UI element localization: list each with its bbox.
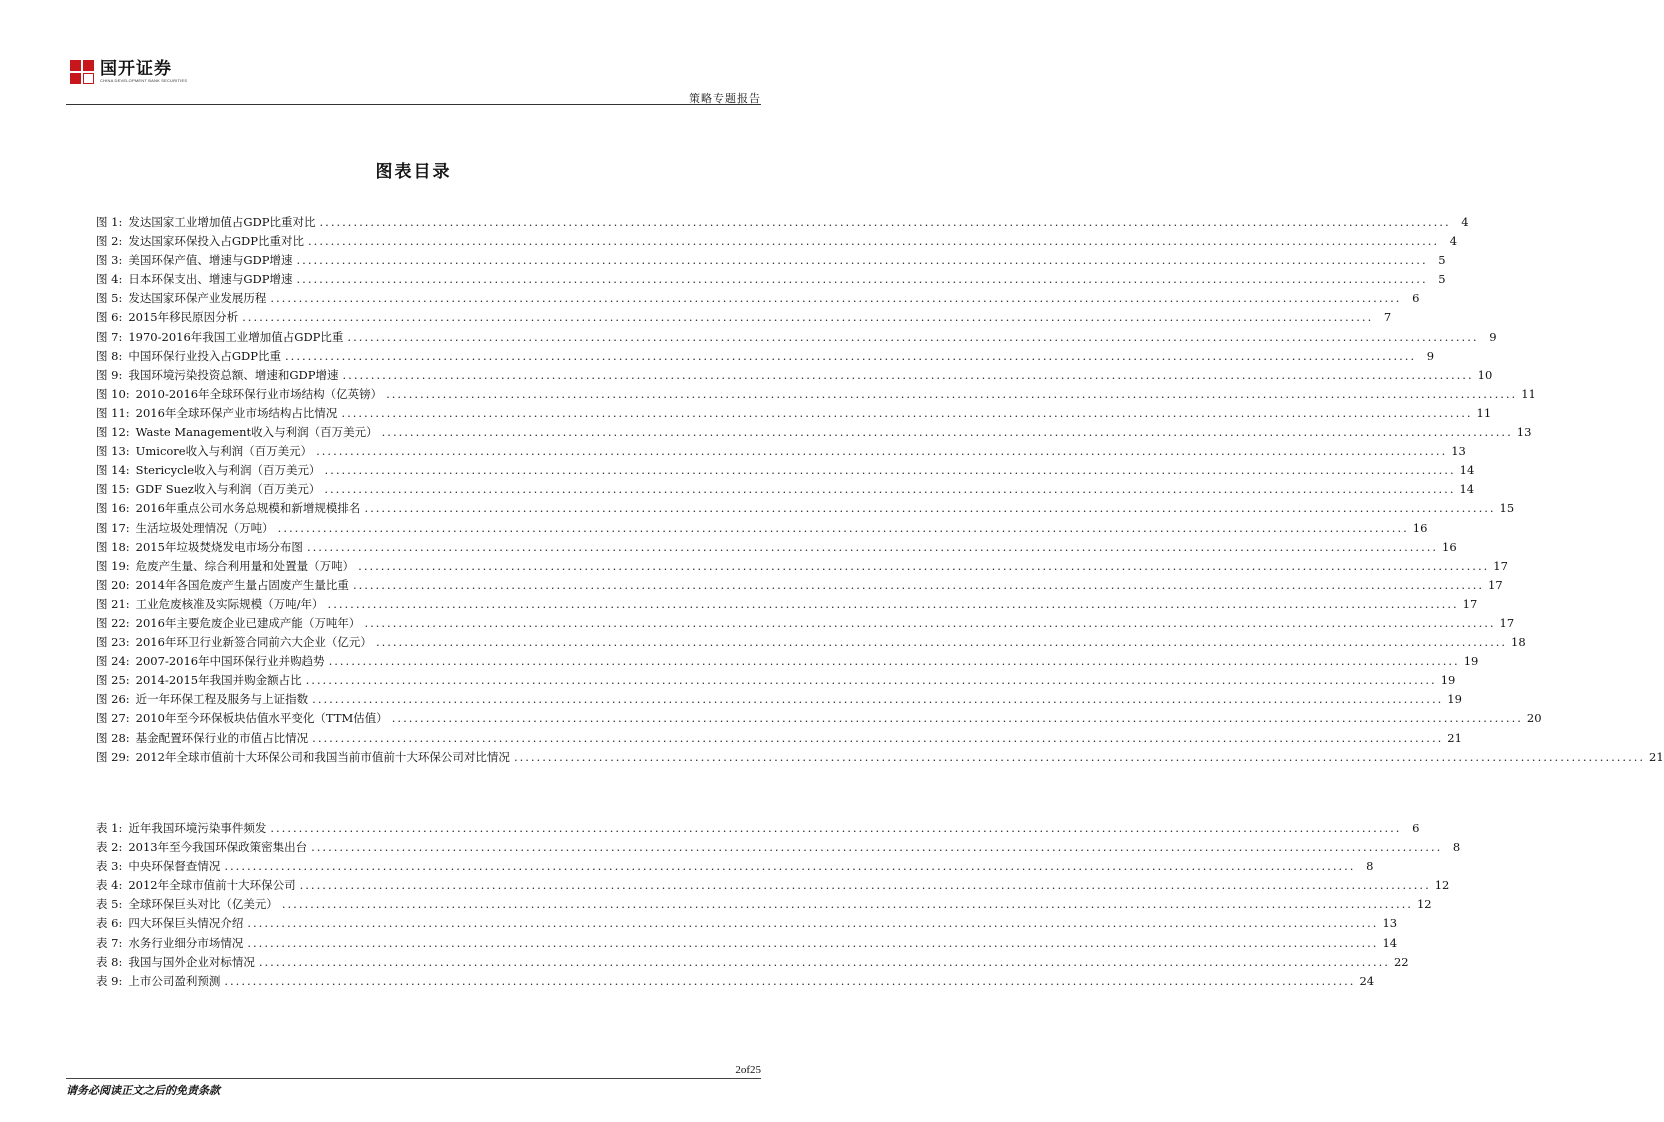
dot-leader: [386, 387, 1517, 401]
table-page-number: 6: [1412, 821, 1420, 835]
dot-leader: [364, 616, 1495, 630]
dot-leader: [306, 673, 1437, 687]
figure-list: [96, 214, 1664, 768]
figure-title: 基金配置环保行业的市值占比情况: [135, 730, 309, 745]
figure-label: 图 13:: [96, 444, 130, 459]
figure-entry[interactable]: [96, 520, 1428, 539]
figure-title: 2016年主要危废企业已建成产能（万吨年）: [135, 615, 361, 630]
figure-label: 图 9:: [96, 367, 123, 382]
dot-leader: [347, 330, 1478, 344]
dot-leader: [382, 425, 1513, 439]
figure-page-number: 16: [1412, 520, 1428, 535]
figure-entry[interactable]: [96, 309, 1392, 328]
figure-page-number: 15: [1499, 501, 1515, 516]
figure-page-number: 4: [1449, 234, 1458, 249]
figure-title: 中国环保行业投入占GDP比重: [128, 348, 282, 363]
figure-label: 图 3:: [96, 253, 123, 268]
figure-title: 2016年全球环保产业市场结构占比情况: [135, 405, 338, 420]
figure-title: 生活垃圾处理情况（万吨）: [135, 520, 274, 535]
figure-title: 2007-2016年中国环保行业并购趋势: [135, 654, 325, 669]
figure-entry[interactable]: [96, 214, 1469, 233]
table-page-number: 12: [1416, 897, 1432, 912]
figure-entry[interactable]: [96, 558, 1508, 577]
table-label: 表 1:: [96, 821, 123, 835]
table-title: 近年我国环境污染事件频发: [128, 821, 267, 835]
figure-page-number: 5: [1438, 272, 1446, 287]
figure-label: 图 5:: [96, 291, 123, 306]
figure-title: 2010年至今环保板块估值水平变化（TTM估值）: [135, 711, 388, 726]
figure-entry[interactable]: [96, 443, 1466, 462]
table-title: 2013年至今我国环保政策密集出台: [128, 840, 308, 855]
dot-leader: [242, 310, 1373, 324]
dot-leader: [341, 406, 1472, 420]
figure-entry[interactable]: [96, 462, 1475, 481]
figure-page-number: 17: [1488, 577, 1503, 592]
dot-leader: [364, 501, 1495, 515]
figure-title: 2014-2015年我国并购金额占比: [135, 673, 302, 688]
figure-title: 美国环保产值、增速与GDP增速: [128, 253, 293, 268]
dot-leader: [324, 482, 1455, 496]
table-entry[interactable]: [96, 896, 1432, 915]
table-title: 四大环保巨头情况介绍: [128, 916, 244, 931]
figure-entry[interactable]: [96, 749, 1664, 768]
footer-divider: [66, 1078, 761, 1079]
dot-leader: [514, 750, 1645, 764]
figure-entry[interactable]: [96, 329, 1497, 348]
figure-page-number: 13: [1516, 425, 1532, 440]
figure-entry[interactable]: [96, 539, 1457, 558]
figure-label: 图 27:: [96, 711, 130, 726]
dot-leader: [224, 859, 1355, 873]
figure-page-number: 13: [1451, 444, 1466, 459]
figure-entry[interactable]: [96, 577, 1503, 596]
figure-page-number: 11: [1476, 405, 1492, 420]
figure-entry[interactable]: [96, 596, 1478, 615]
table-label: 表 2:: [96, 840, 123, 855]
table-entry[interactable]: [96, 858, 1374, 877]
figure-label: 图 22:: [96, 615, 130, 630]
company-logo: [70, 60, 187, 86]
figure-label: 图 20:: [96, 577, 130, 592]
dot-leader: [270, 821, 1401, 835]
figure-label: 图 6:: [96, 310, 123, 325]
table-entry[interactable]: [96, 935, 1398, 954]
brand-name-en: CHINA DEVELOPMENT BANK SECURITIES: [100, 78, 188, 83]
dot-leader: [376, 635, 1507, 649]
dot-leader: [297, 272, 1428, 286]
figure-title: 2016年环卫行业新签合同前六大企业（亿元）: [135, 635, 372, 650]
figure-entry[interactable]: [96, 348, 1435, 367]
figure-label: 图 12:: [96, 425, 130, 440]
dot-leader: [282, 897, 1413, 911]
table-title: 中央环保督查情况: [128, 859, 221, 874]
figure-page-number: 18: [1511, 635, 1526, 650]
table-title: 上市公司盈利预测: [128, 973, 221, 988]
dot-leader: [392, 711, 1523, 725]
dot-leader: [329, 654, 1460, 668]
figure-label: 图 24:: [96, 654, 130, 669]
table-list: [96, 820, 1461, 992]
figure-label: 图 19:: [96, 558, 130, 573]
figure-title: Umicore收入与利润（百万美元）: [135, 444, 313, 459]
figure-entry[interactable]: [96, 386, 1536, 405]
figure-page-number: 17: [1462, 596, 1478, 611]
figure-label: 图 8:: [96, 348, 123, 363]
figure-page-number: 6: [1412, 291, 1420, 306]
figure-label: 图 4:: [96, 272, 123, 287]
figure-title: 日本环保支出、增速与GDP增速: [128, 272, 293, 287]
figure-title: 危废产生量、综合利用量和处置量（万吨）: [135, 558, 355, 573]
dot-leader: [285, 349, 1416, 363]
table-page-number: 8: [1452, 840, 1461, 855]
figure-label: 图 26:: [96, 692, 130, 707]
figure-title: 发达国家工业增加值占GDP比重对比: [128, 215, 316, 229]
dot-leader: [343, 368, 1474, 382]
dot-leader: [307, 540, 1438, 554]
dot-leader: [270, 291, 1401, 305]
table-page-number: 14: [1382, 935, 1398, 950]
figure-page-number: 4: [1461, 215, 1469, 229]
table-label: 表 5:: [96, 897, 123, 912]
figure-label: 图 14:: [96, 463, 130, 478]
dot-leader: [353, 578, 1484, 592]
figure-page-number: 19: [1447, 692, 1462, 707]
figure-label: 图 7:: [96, 329, 123, 344]
figure-label: 图 10:: [96, 386, 130, 401]
figure-title: 工业危废核准及实际规模（万吨/年）: [135, 596, 324, 611]
disclaimer-text: 请务必阅读正文之后的免责条款: [66, 1084, 220, 1097]
figure-title: 2014年各国危废产生量占固废产生量比重: [135, 577, 349, 592]
brand-name-cn: 国开证券: [100, 59, 172, 79]
figure-title: 1970-2016年我国工业增加值占GDP比重: [128, 329, 344, 344]
figure-page-number: 20: [1526, 711, 1542, 726]
table-label: 表 3:: [96, 859, 123, 874]
dot-leader: [278, 521, 1409, 535]
table-page-number: 13: [1382, 916, 1398, 931]
figure-title: Stericycle收入与利润（百万美元）: [135, 463, 321, 478]
table-label: 表 6:: [96, 916, 123, 931]
figure-entry[interactable]: [96, 653, 1479, 672]
table-label: 表 7:: [96, 935, 123, 950]
figure-page-number: 11: [1521, 386, 1536, 401]
figure-entry[interactable]: [96, 405, 1492, 424]
figure-entry[interactable]: [96, 481, 1475, 500]
table-label: 表 4:: [96, 878, 123, 893]
table-title: 我国与国外企业对标情况: [128, 954, 255, 969]
figure-entry[interactable]: [96, 233, 1458, 252]
figure-page-number: 17: [1499, 615, 1515, 630]
dot-leader: [312, 731, 1443, 745]
dot-leader: [247, 936, 1378, 950]
figure-label: 图 23:: [96, 635, 130, 650]
dot-leader: [312, 692, 1443, 706]
figure-page-number: 16: [1442, 539, 1457, 554]
dot-leader: [259, 955, 1390, 969]
figure-entry[interactable]: [96, 271, 1446, 290]
figure-entry[interactable]: [96, 367, 1493, 386]
figure-label: 图 2:: [96, 234, 123, 249]
figure-page-number: 10: [1477, 367, 1493, 382]
figure-title: 近一年环保工程及服务与上证指数: [135, 692, 309, 707]
figure-title: 我国环境污染投资总额、增速和GDP增速: [128, 367, 339, 382]
figure-title: 发达国家环保投入占GDP比重对比: [128, 234, 305, 249]
header-divider: [66, 104, 761, 105]
logo-text: [100, 60, 187, 83]
dot-leader: [320, 215, 1451, 229]
figure-page-number: 21: [1649, 749, 1664, 764]
figure-entry[interactable]: [96, 672, 1456, 691]
table-entry[interactable]: [96, 839, 1461, 858]
table-entry[interactable]: [96, 820, 1420, 839]
dot-leader: [297, 253, 1428, 267]
figure-page-number: 19: [1440, 673, 1456, 688]
figure-label: 图 1:: [96, 215, 123, 229]
dot-leader: [224, 974, 1355, 988]
table-title: 2012年全球市值前十大环保公司: [128, 878, 296, 893]
figure-entry[interactable]: [96, 691, 1462, 710]
dot-leader: [308, 234, 1439, 248]
figure-page-number: 19: [1463, 654, 1479, 669]
page-title: 图表目录: [375, 162, 452, 182]
logo-mark-icon: [70, 60, 94, 84]
table-page-number: 8: [1366, 859, 1374, 874]
figure-label: 图 16:: [96, 501, 130, 516]
figure-label: 图 28:: [96, 730, 130, 745]
figure-page-number: 14: [1459, 463, 1475, 478]
figure-title: 2012年全球市值前十大环保公司和我国当前市值前十大环保公司对比情况: [135, 749, 510, 764]
table-entry[interactable]: [96, 877, 1450, 896]
table-page-number: 22: [1393, 954, 1409, 969]
dot-leader: [311, 840, 1442, 854]
figure-entry[interactable]: [96, 710, 1542, 729]
dot-leader: [358, 559, 1489, 573]
table-label: 表 9:: [96, 973, 123, 988]
figure-page-number: 5: [1438, 253, 1446, 268]
page-number: 2of25: [735, 1064, 761, 1076]
figure-title: 2016年重点公司水务总规模和新增规模排名: [135, 501, 361, 516]
figure-label: 图 21:: [96, 596, 130, 611]
figure-entry[interactable]: [96, 500, 1515, 519]
figure-page-number: 17: [1493, 558, 1508, 573]
figure-entry[interactable]: [96, 252, 1446, 271]
table-title: 全球环保巨头对比（亿美元）: [128, 897, 278, 912]
table-page-number: 24: [1359, 973, 1375, 988]
figure-label: 图 18:: [96, 539, 130, 554]
table-entry[interactable]: [96, 973, 1375, 992]
dot-leader: [325, 463, 1456, 477]
figure-title: 2015年垃圾焚烧发电市场分布图: [135, 539, 303, 554]
dot-leader: [247, 916, 1378, 930]
figure-title: 发达国家环保产业发展历程: [128, 291, 267, 306]
figure-title: Waste Management收入与利润（百万美元）: [135, 425, 378, 440]
figure-title: GDF Suez收入与利润（百万美元）: [135, 482, 321, 497]
figure-entry[interactable]: [96, 424, 1532, 443]
figure-label: 图 11:: [96, 405, 130, 420]
dot-leader: [328, 597, 1459, 611]
figure-label: 图 15:: [96, 482, 130, 497]
figure-entry[interactable]: [96, 634, 1526, 653]
figure-entry[interactable]: [96, 290, 1420, 309]
figure-label: 图 29:: [96, 749, 130, 764]
table-entry[interactable]: [96, 954, 1409, 973]
figure-page-number: 14: [1459, 482, 1475, 497]
figure-page-number: 7: [1383, 310, 1392, 325]
table-title: 水务行业细分市场情况: [128, 935, 244, 950]
table-entry[interactable]: [96, 915, 1398, 934]
report-type-label: 策略专题报告: [689, 92, 761, 105]
figure-page-number: 9: [1489, 329, 1497, 344]
figure-entry[interactable]: [96, 730, 1462, 749]
figure-title: 2010-2016年全球环保行业市场结构（亿英镑）: [135, 386, 383, 401]
figure-title: 2015年移民原因分析: [128, 310, 239, 325]
table-label: 表 8:: [96, 954, 123, 969]
dot-leader: [316, 444, 1447, 458]
figure-label: 图 17:: [96, 520, 130, 535]
figure-label: 图 25:: [96, 673, 130, 688]
figure-page-number: 9: [1426, 348, 1435, 363]
dot-leader: [300, 878, 1431, 892]
figure-entry[interactable]: [96, 615, 1515, 634]
figure-page-number: 21: [1447, 730, 1462, 745]
table-page-number: 12: [1434, 878, 1450, 893]
